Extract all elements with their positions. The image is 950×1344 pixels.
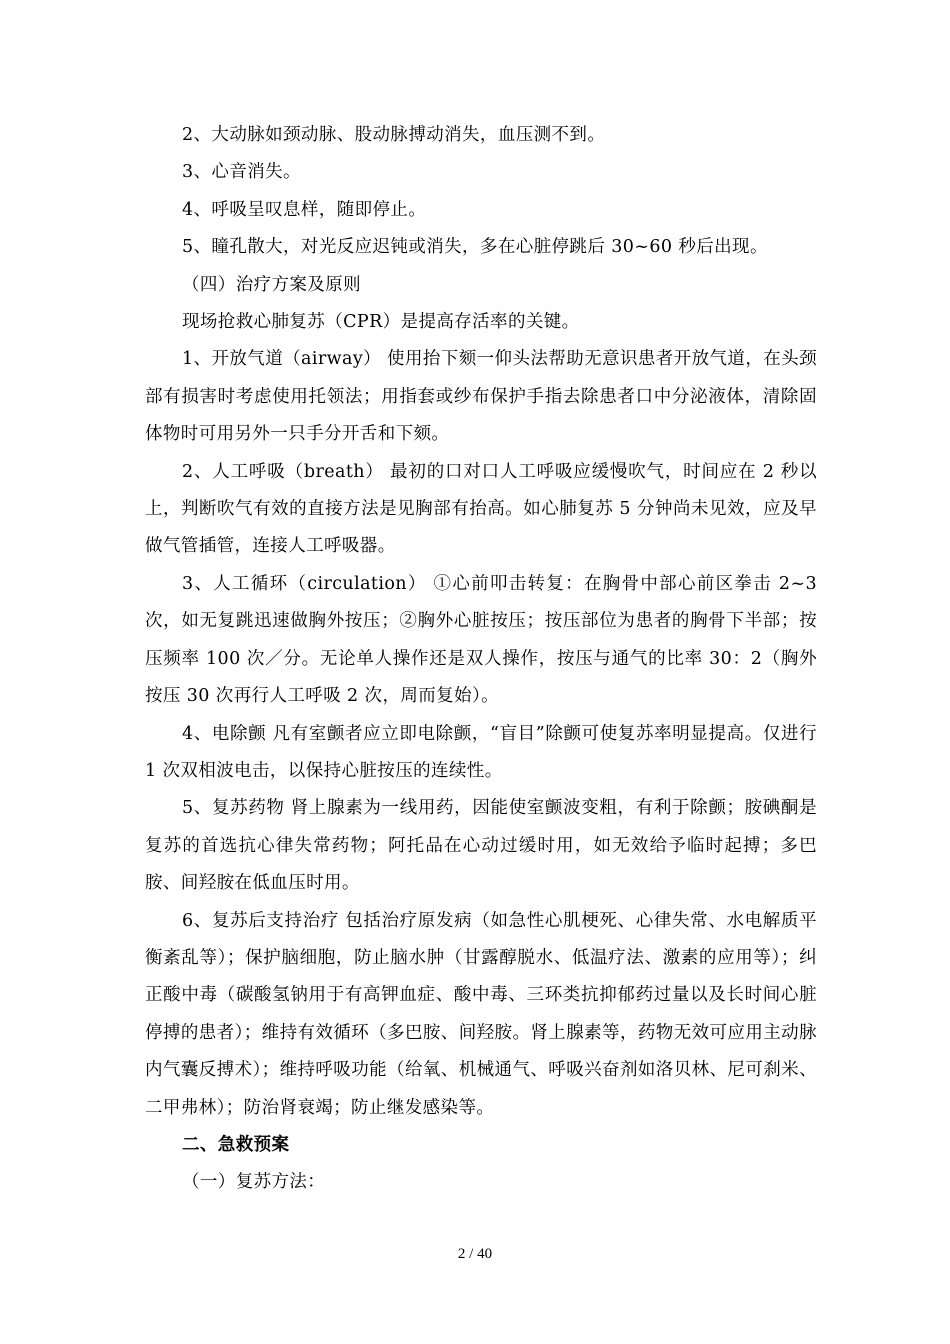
paragraph-circulation: 3、人工循环（circulation） ①心前叩击转复：在胸骨中部心前区拳击 2~3 次，如无复跳迅速做胸外按压；②胸外心脏按压；按压部位为患者的胸骨下半部；按压频率 100 次／分。无论单人操作还是双人操作，按压与通气的比率 30：2（胸外按压 30 次再行人工呼吸 2 次，周而复始）。 xyxy=(145,573,817,707)
subsection-heading-resuscitation-method: （一）复苏方法： xyxy=(182,1172,326,1193)
paragraph-breathing: 4、呼吸呈叹息样，随即停止。 xyxy=(182,199,427,220)
paragraph-heart-sounds: 3、心音消失。 xyxy=(182,162,301,183)
document-body xyxy=(145,117,817,1202)
paragraph-cpr-intro: 现场抢救心肺复苏（CPR）是提高存活率的关键。 xyxy=(182,312,580,333)
page-number: 2 / 40 xyxy=(457,1246,493,1262)
paragraph-post-resuscitation: 6、复苏后支持治疗 包括治疗原发病（如急性心肌梗死、心律失常、水电解质平衡紊乱等）；保护脑细胞，防止脑水肿（甘露醇脱水、低温疗法、激素的应用等）；纠正酸中毒（碳酸氢钠用于有高钾血症、酸中毒、三环类抗抑郁药过量以及长时间心脏停搏的患者）；维持有效循环（多巴胺、间羟胺。肾上腺素等，药物无效可应用主动脉内气囊反搏术）；维持呼吸功能（给氧、机械通气、呼吸兴奋剂如洛贝林、尼可刹米、二甲弗林）；防治肾衰竭；防止继发感染等。 xyxy=(145,910,817,1118)
paragraph-carotid-pulse: 2、大动脉如颈动脉、股动脉搏动消失，血压测不到。 xyxy=(182,125,606,145)
paragraph-defibrillation: 4、电除颤 凡有室颤者应立即电除颤，“盲目”除颤可使复苏率明显提高。仅进行 1 次双相波电击，以保持心脏按压的连续性。 xyxy=(145,723,817,781)
paragraph-breath: 2、人工呼吸（breath） 最初的口对口人工呼吸应缓慢吹气，时间应在 2 秒以上，判断吹气有效的直接方法是见胸部有抬高。如心肺复苏 5 分钟尚未见效，应及早做气管插管，连接人工呼吸器。 xyxy=(145,461,817,557)
paragraph-pupils: 5、瞳孔散大，对光反应迟钝或消失，多在心脏停跳后 30~60 秒后出现。 xyxy=(182,237,768,258)
section-heading-treatment: （四）治疗方案及原则 xyxy=(182,274,361,295)
paragraph-airway: 1、开放气道（airway） 使用抬下颏一仰头法帮助无意识患者开放气道，在头颈部有损害时考虑使用托领法；用指套或纱布保护手指去除患者口中分泌液体，清除固体物时可用另外一只手分开舌和下颏。 xyxy=(145,349,817,445)
section-heading-emergency-plan: 二、急救预案 xyxy=(182,1134,290,1155)
paragraph-drugs: 5、复苏药物 肾上腺素为一线用药，因能使室颤波变粗，有利于除颤；胺碘酮是复苏的首选抗心律失常药物；阿托品在心动过缓时用，如无效给予临时起搏；多巴胺、间羟胺在低血压时用。 xyxy=(145,798,817,894)
